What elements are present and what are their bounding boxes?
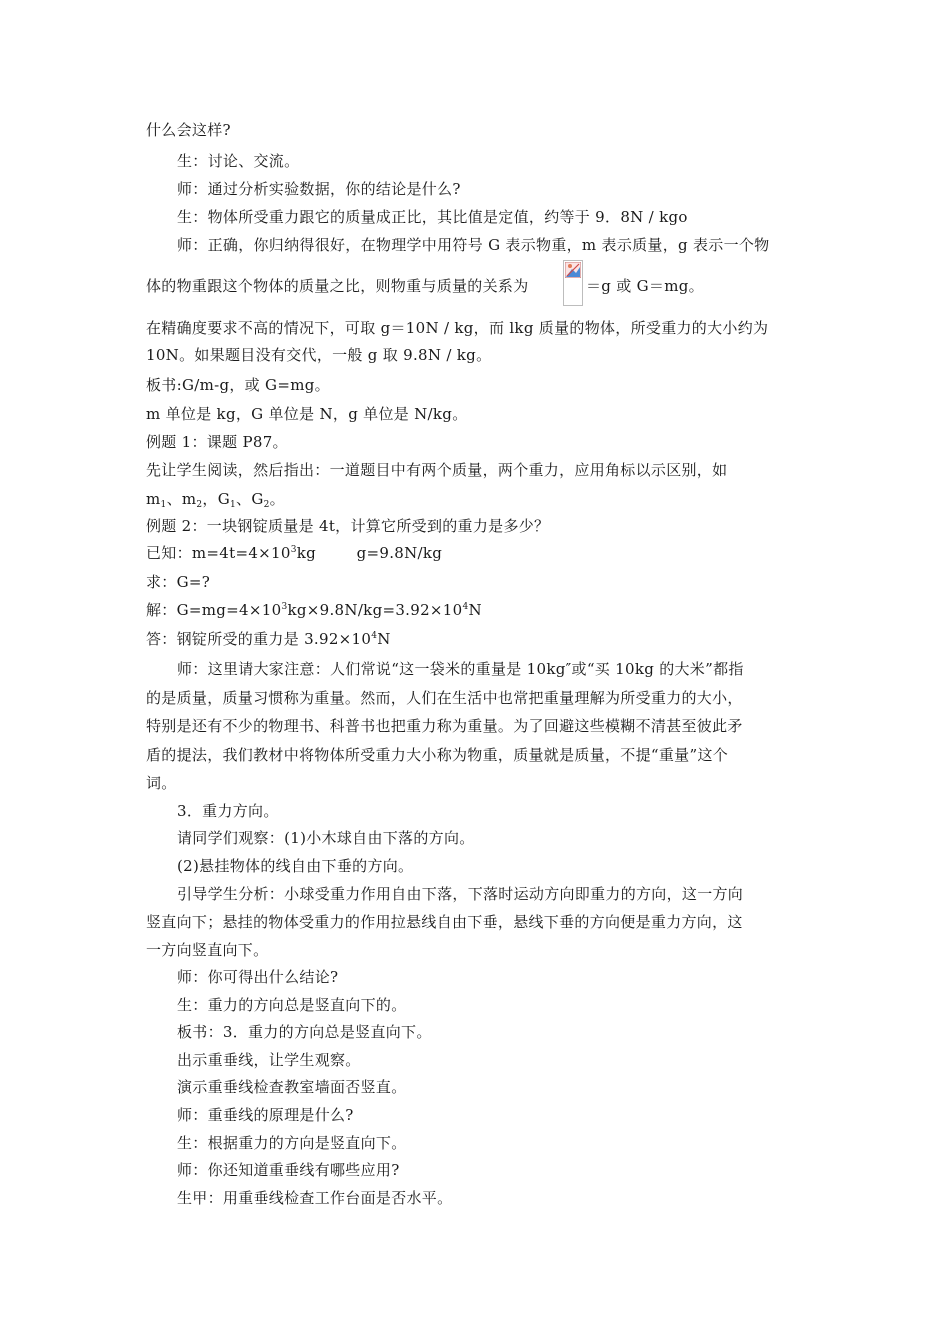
text-line: 生：根据重力的方向是竖直向下。 xyxy=(177,1134,407,1152)
text-line: 请同学们观察：(1)小木球自由下落的方向。 xyxy=(177,829,475,847)
text-line: 师：正确，你归纳得很好，在物理学中用符号 G 表示物重，m 表示质量，g 表示一个物 xyxy=(177,236,770,254)
text-line: 特别是还有不少的物理书、科普书也把重力称为重量。为了回避这些模糊不清甚至彼此矛 xyxy=(146,717,743,735)
text-line: 师：你可得出什么结论? xyxy=(177,968,339,986)
text-line: 3．重力方向。 xyxy=(177,802,279,820)
text-line: 盾的提法，我们教材中将物体所受重力大小称为物重，质量就是质量，不提“重量”这个 xyxy=(146,746,729,764)
text-line: 生甲：用重垂线检查工作台面是否水平。 xyxy=(177,1189,453,1207)
text-line: 师：重垂线的原理是什么? xyxy=(177,1106,354,1124)
text-line: 先让学生阅读，然后指出：一道题目中有两个质量，两个重力，应用角标以示区别，如 xyxy=(146,461,728,479)
text-line: m 单位是 kg，G 单位是 N，g 单位是 N/kg。 xyxy=(146,405,468,423)
text-line: 在精确度要求不高的情况下，可取 g＝10N / kg，而 lkg 质量的物体，所受重力的大小约为 xyxy=(146,319,769,337)
text-line: 板书：3．重力的方向总是竖直向下。 xyxy=(177,1023,432,1041)
text-line: 的是质量，质量习惯称为重量。然而，人们在生活中也常把重量理解为所受重力的大小， xyxy=(146,689,743,707)
text-line: 板书:G/m-g，或 G=mg。 xyxy=(146,376,330,394)
text-line: 师：这里请大家注意：人们常说“这一袋米的重量是 10kg″或“买 10kg 的大米”都指 xyxy=(177,660,744,678)
broken-image-icon xyxy=(563,260,583,306)
text-line: 引导学生分析：小球受重力作用自由下落，下落时运动方向即重力的方向，这一方向 xyxy=(177,885,744,903)
text-line: 师：你还知道重垂线有哪些应用? xyxy=(177,1161,400,1179)
text-line: ＝g 或 G＝mg。 xyxy=(586,277,704,295)
text-line: 竖直向下；悬挂的物体受重力的作用拉悬线自由下垂，悬线下垂的方向便是重力方向，这 xyxy=(146,913,743,931)
text-line: 例题 2：一块钢锭质量是 4t，计算它所受到的重力是多少？ xyxy=(146,517,550,535)
text-line: 求：G=? xyxy=(146,573,211,591)
text-line: (2)悬挂物体的线自由下垂的方向。 xyxy=(177,857,414,875)
text-line: 体的物重跟这个物体的质量之比，则物重与质量的关系为 xyxy=(146,277,529,295)
text-line: 已知：$m=4t=4\times 10^3kg$ g=9.8N/kg xyxy=(146,544,443,562)
text-line: $m_1$、$m_2$，$G_1$、$G_2$。 xyxy=(146,490,285,510)
text-line: 什么会这样? xyxy=(146,121,231,139)
text-line: 演示重垂线检查教室墙面否竖直。 xyxy=(177,1078,407,1096)
text-line: 生：讨论、交流。 xyxy=(177,152,300,170)
text-line: 解：$G=mg=4\times 10^3kg\times 9.8N/kg=3.92\times 10^4N$ xyxy=(146,601,482,619)
text-line: 师：通过分析实验数据，你的结论是什么? xyxy=(177,180,461,198)
text-line: 出示重垂线，让学生观察。 xyxy=(177,1051,361,1069)
text-line: 生：物体所受重力跟它的质量成正比，其比值是定值，约等于 9．8N / kgo xyxy=(177,208,688,226)
text-line: 生：重力的方向总是竖直向下的。 xyxy=(177,996,407,1014)
text-line: 10N。如果题目没有交代，一般 g 取 9.8N / kg。 xyxy=(146,346,492,364)
text-line: 词。 xyxy=(146,774,177,792)
text-line: 一方向竖直向下。 xyxy=(146,941,269,959)
text-line: 答：钢锭所受的重力是 $3.92\times 10^4N$ xyxy=(146,630,391,648)
text-line: 例题 1：课题 P87。 xyxy=(146,433,288,451)
